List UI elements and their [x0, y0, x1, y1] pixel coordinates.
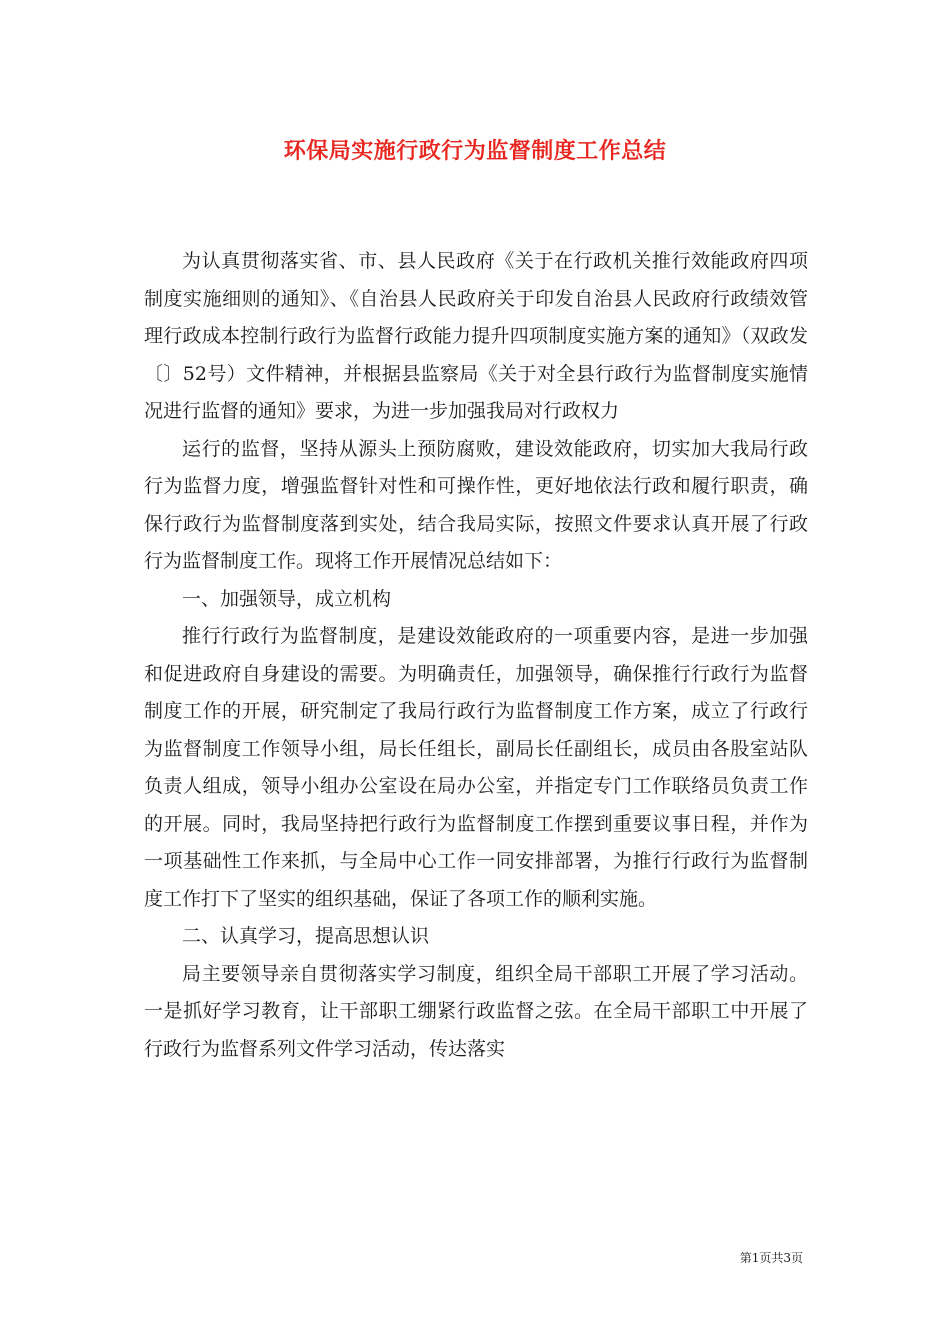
paragraph-intro: 为认真贯彻落实省、市、县人民政府《关于在行政机关推行效能政府四项制度实施细则的通知》、《自治县人民政府关于印发自治县人民政府行政绩效管理行政成本控制行政行为监督行政能力提升四项制度实施方案的通知》（双政发〔〕52号）文件精神，并根据县监察局《关于对全县行政行为监督制度实施情况进行监督的通知》要求，为进一步加强我局对行政权力 — [144, 250, 808, 422]
document-title: 环保局实施行政行为监督制度工作总结 — [283, 138, 667, 164]
paragraph-continuation: 运行的监督，坚持从源头上预防腐败，建设效能政府，切实加大我局行政行为监督力度，增强监督针对性和可操作性，更好地依法行政和履行职责，确保行政行为监督制度落到实处，结合我局实际，按照文件要求认真开展了行政行为监督制度工作。现将工作开展情况总结如下： — [144, 437, 808, 572]
section-heading-2: 二、认真学习，提高思想认识 — [182, 925, 430, 947]
section-heading-1: 一、加强领导，成立机构 — [182, 587, 392, 610]
page-number-footer: 第1页共3页 — [739, 1251, 803, 1265]
paragraph-section-2: 局主要领导亲自贯彻落实学习制度，组织全局干部职工开展了学习活动。一是抓好学习教育，让干部职工绷紧行政监督之弦。在全局干部职工中开展了行政行为监督系列文件学习活动，传达落实 — [144, 962, 808, 1060]
document-body — [144, 243, 808, 1068]
paragraph-section-1: 推行行政行为监督制度，是建设效能政府的一项重要内容，是进一步加强和促进政府自身建设的需要。为明确责任，加强领导，确保推行行政行为监督制度工作的开展，研究制定了我局行政行为监督制度工作方案，成立了行政行为监督制度工作领导小组，局长任组长，副局长任副组长，成员由各股室站队负责人组成，领导小组办公室设在局办公室，并指定专门工作联络员负责工作的开展。同时，我局坚持把行政行为监督制度工作摆到重要议事日程，并作为一项基础性工作来抓，与全局中心工作一同安排部署，为推行行政行为监督制度工作打下了坚实的组织基础，保证了各项工作的顺利实施。 — [144, 625, 808, 910]
